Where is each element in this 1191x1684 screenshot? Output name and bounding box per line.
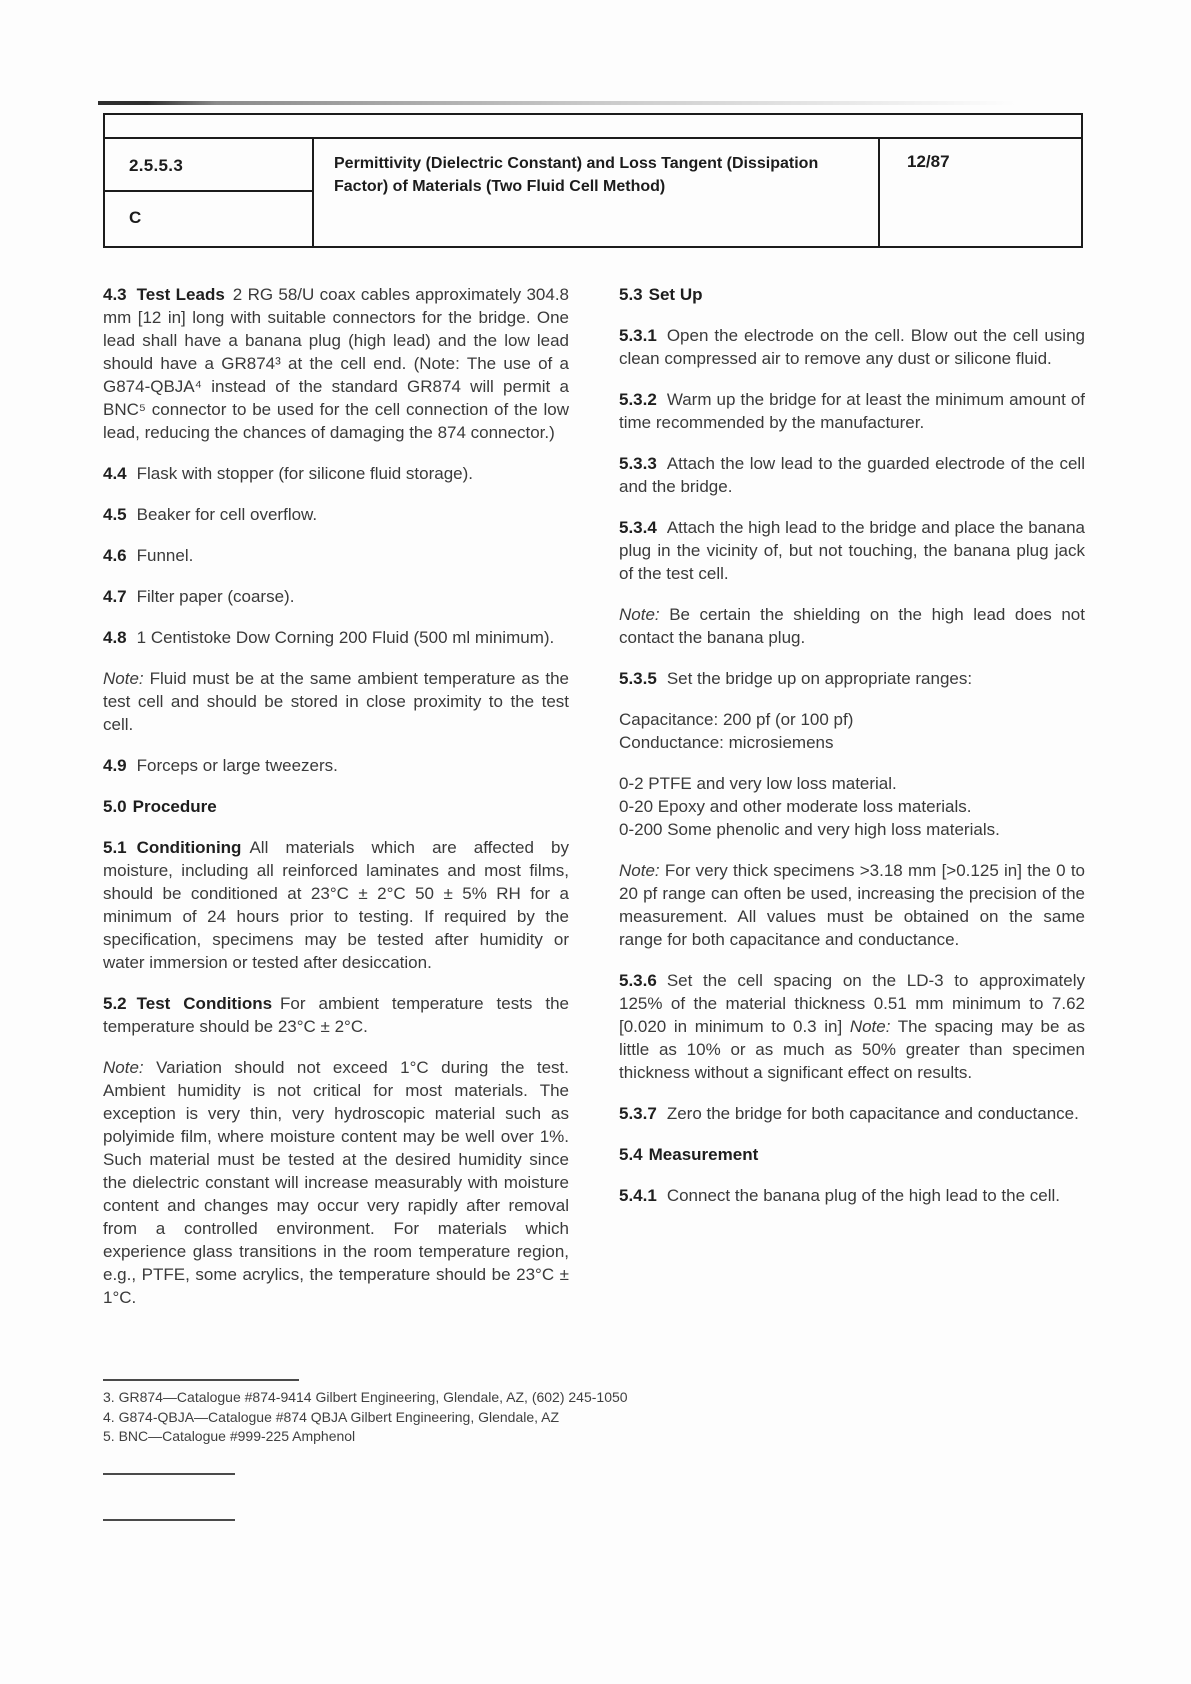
item-number: 5.3.1	[619, 326, 657, 345]
note-lead: Note:	[849, 1017, 891, 1036]
item-number: 5.3.7	[619, 1104, 657, 1123]
item-number: 5.3.6	[619, 971, 657, 990]
footnote-3: 3. GR874—Catalogue #874-9414 Gilbert Engineering, Glendale, AZ, (602) 245-1050	[103, 1389, 628, 1405]
note-text: Be certain the shielding on the high lead does not contact the banana plug.	[619, 605, 1085, 647]
left-column	[103, 283, 569, 1327]
blank-rule-2	[103, 1519, 235, 1521]
note-text: Variation should not exceed 1°C during the test. Ambient humidity is not critical for most materials. The exception is very thin, very hydroscopic material such as polyimide film, where moisture content may be well over 1%. Such material must be tested at the desired humidity since the dielectric constant will increase measurably with moisture content and changes may occur very rapidly after removal from a controlled environment. For materials which experience glass transitions in the room temperature region, e.g., PTFE, some acrylics, the temperature should be 23°C ± 1°C.	[103, 1058, 569, 1307]
item-text: Filter paper (coarse).	[136, 587, 295, 606]
item-text: For ambient temperature tests the temperature should be 23°C ± 2°C.	[103, 994, 569, 1036]
item-4-7	[103, 585, 569, 608]
range-settings	[619, 708, 1085, 754]
item-text: Forceps or large tweezers.	[136, 756, 338, 775]
footnote-5: 5. BNC—Catalogue #999-225 Amphenol	[103, 1428, 356, 1444]
item-5-3-1	[619, 324, 1085, 370]
item-text: Set the bridge up on appropriate ranges:	[666, 669, 973, 688]
document-title: Permittivity (Dielectric Constant) and Loss Tangent (Dissipation Factor) of Materials (Two Fluid Cell Method)	[314, 139, 880, 246]
note-5-2	[103, 1056, 569, 1309]
item-text: Attach the high lead to the bridge and place the banana plug in the vicinity of, but not touching, the banana plug jack of the test cell.	[619, 518, 1085, 583]
item-number: 4.4	[103, 464, 127, 483]
item-number: 4.6	[103, 546, 127, 565]
heading-label: Procedure	[132, 797, 217, 816]
item-5-3-5	[619, 667, 1085, 690]
item-4-5	[103, 503, 569, 526]
item-number: 5.1	[103, 838, 127, 857]
item-text: Warm up the bridge for at least the minimum amount of time recommended by the manufacturer.	[619, 390, 1085, 432]
item-5-3-7	[619, 1102, 1085, 1125]
item-number: 5.3.3	[619, 454, 657, 473]
item-text: Attach the low lead to the guarded electrode of the cell and the bridge.	[619, 454, 1085, 496]
section-number: 2.5.5.3	[105, 139, 312, 192]
item-text: Connect the banana plug of the high lead to the cell.	[666, 1186, 1060, 1205]
item-text: 1 Centistoke Dow Corning 200 Fluid (500 ml minimum).	[136, 628, 555, 647]
header-empty-row	[105, 115, 1081, 139]
item-text: Beaker for cell overflow.	[136, 505, 318, 524]
heading-number: 5.0	[103, 797, 127, 816]
item-number: 5.3.4	[619, 518, 657, 537]
item-text: Set the cell spacing on the LD-3 to approximately 125% of the material thickness 0.51 mm minimum to 7.62 [0.020 in minimum to 0.3 in]	[619, 971, 1085, 1036]
note-lead: Note:	[103, 669, 144, 688]
item-5-3-4	[619, 516, 1085, 585]
document-date: 12/87	[907, 152, 950, 171]
range-capacitance: Capacitance: 200 pf (or 100 pf)	[619, 710, 854, 729]
item-5-3-6	[619, 969, 1085, 1084]
item-label: Conditioning	[136, 838, 242, 857]
loss-range-high: 0-200 Some phenolic and very high loss materials.	[619, 820, 1000, 839]
item-5-3-3	[619, 452, 1085, 498]
item-text: Zero the bridge for both capacitance and conductance.	[666, 1104, 1079, 1123]
heading-number: 5.3	[619, 285, 643, 304]
body-columns	[103, 283, 1085, 1327]
range-conductance: Conductance: microsiemens	[619, 733, 834, 752]
loss-range-low: 0-2 PTFE and very low loss material.	[619, 774, 897, 793]
item-number: 4.9	[103, 756, 127, 775]
revision-letter: C	[129, 208, 142, 227]
item-5-1	[103, 836, 569, 974]
note-5-3-4	[619, 603, 1085, 649]
item-5-3-2	[619, 388, 1085, 434]
note-text: For very thick specimens >3.18 mm [>0.125 in] the 0 to 20 pf range can often be used, increasing the precision of the measurement. All values must be obtained on the same range for both capacitance and conductance.	[619, 861, 1085, 949]
heading-5-0	[103, 795, 569, 818]
heading-number: 5.4	[619, 1145, 643, 1164]
item-4-8	[103, 626, 569, 649]
item-number: 4.5	[103, 505, 127, 524]
heading-label: Set Up	[648, 285, 703, 304]
note-4-8	[103, 667, 569, 736]
item-number: 5.4.1	[619, 1186, 657, 1205]
footnote-4: 4. G874-QBJA—Catalogue #874 QBJA Gilbert Engineering, Glendale, AZ	[103, 1408, 560, 1425]
item-number: 5.3.2	[619, 390, 657, 409]
note-text: The spacing may be as little as 10% or as much as 50% greater than specimen thickness without a significant effect on results.	[619, 1017, 1086, 1082]
heading-label: Measurement	[648, 1145, 759, 1164]
item-number: 4.7	[103, 587, 127, 606]
note-lead: Note:	[619, 605, 660, 624]
header-table	[103, 113, 1083, 248]
item-number: 5.3.5	[619, 669, 657, 688]
loss-ranges	[619, 772, 1085, 841]
note-lead: Note:	[103, 1058, 144, 1077]
item-5-2	[103, 992, 569, 1038]
item-label: Test Leads	[136, 285, 225, 304]
item-4-6	[103, 544, 569, 567]
heading-5-3	[619, 283, 1085, 306]
item-4-4	[103, 462, 569, 485]
note-text: Fluid must be at the same ambient temperature as the test cell and should be stored in close proximity to the test cell.	[103, 669, 569, 734]
item-text: Open the electrode on the cell. Blow out the cell using clean compressed air to remove any dust or silicone fluid.	[619, 326, 1085, 368]
item-text: All materials which are affected by moisture, including all reinforced laminates and most films, should be conditioned at 23°C ± 2°C 50 ± 5% RH for a minimum of 24 hours prior to testing. If required by the specification, specimens may be tested after humidity or water immersion or tested after desiccation.	[103, 838, 569, 972]
blank-rule-1	[103, 1473, 235, 1475]
item-number: 4.3	[103, 285, 127, 304]
item-4-9	[103, 754, 569, 777]
item-text: Flask with stopper (for silicone fluid storage).	[136, 464, 473, 483]
item-label: Test Conditions	[136, 994, 273, 1013]
loss-range-moderate: 0-20 Epoxy and other moderate loss materials.	[619, 797, 972, 816]
item-number: 5.2	[103, 994, 127, 1013]
footnotes	[103, 1379, 723, 1447]
right-column	[619, 283, 1085, 1327]
item-text: 2 RG 58/U coax cables approximately 304.8 mm [12 in] long with suitable connectors for the bridge. One lead shall have a banana plug (high lead) and the low lead should have a GR874³ at the cell end. (Note: The use of a G874-QBJA⁴ instead of the standard GR874 will permit a BNC⁵ connector to be used for the cell connection of the low lead, reducing the chances of damaging the 874 connector.)	[103, 285, 569, 442]
item-text: Funnel.	[136, 546, 194, 565]
note-lead: Note:	[619, 861, 660, 880]
item-5-4-1	[619, 1184, 1085, 1207]
heading-5-4	[619, 1143, 1085, 1166]
note-5-3-5	[619, 859, 1085, 951]
footnote-rule	[103, 1379, 299, 1381]
item-4-3	[103, 283, 569, 444]
item-number: 4.8	[103, 628, 127, 647]
scan-artifact-line	[98, 101, 1085, 105]
